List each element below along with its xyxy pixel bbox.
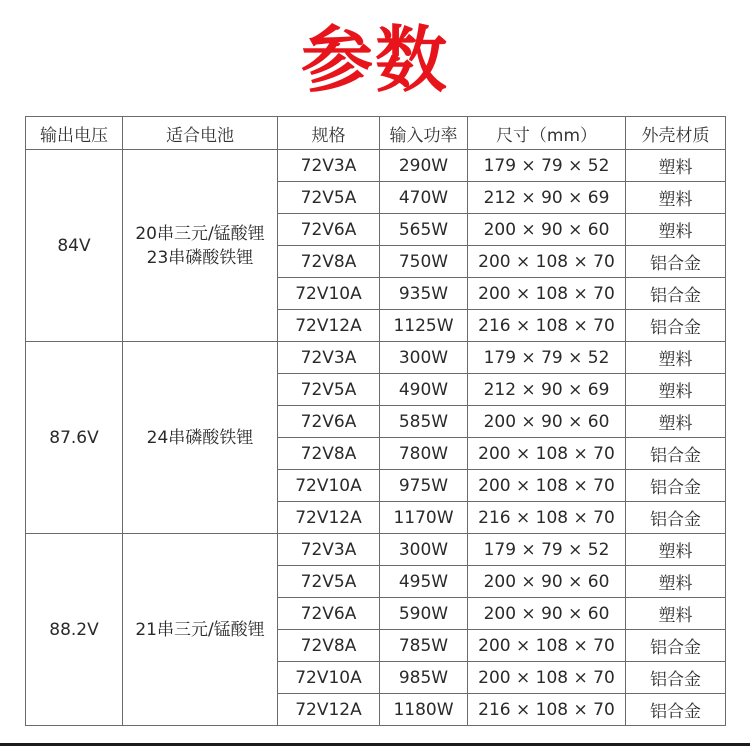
material-cell: 塑料 bbox=[626, 566, 726, 598]
header-model: 规格 bbox=[278, 117, 380, 150]
input-power-cell: 585W bbox=[380, 406, 468, 438]
header-row bbox=[26, 117, 726, 150]
model-cell: 72V12A bbox=[278, 310, 380, 342]
size-cell: 216 × 108 × 70 bbox=[468, 310, 626, 342]
input-power-cell: 1180W bbox=[380, 694, 468, 726]
input-power-cell: 495W bbox=[380, 566, 468, 598]
size-cell: 179 × 79 × 52 bbox=[468, 534, 626, 566]
table-body bbox=[26, 150, 726, 726]
output-voltage-cell: 84V bbox=[26, 150, 123, 342]
model-cell: 72V6A bbox=[278, 598, 380, 630]
input-power-cell: 300W bbox=[380, 534, 468, 566]
table-row bbox=[26, 150, 726, 182]
material-cell: 铝合金 bbox=[626, 470, 726, 502]
material-cell: 塑料 bbox=[626, 182, 726, 214]
battery-type-line: 24串磷酸铁锂 bbox=[146, 427, 254, 448]
battery-type-line: 21串三元/锰酸锂 bbox=[135, 619, 265, 640]
table-header bbox=[26, 117, 726, 150]
size-cell: 200 × 108 × 70 bbox=[468, 246, 626, 278]
material-cell: 铝合金 bbox=[626, 502, 726, 534]
size-cell: 200 × 90 × 60 bbox=[468, 598, 626, 630]
size-cell: 200 × 90 × 60 bbox=[468, 406, 626, 438]
output-voltage-cell: 87.6V bbox=[26, 342, 123, 534]
model-cell: 72V8A bbox=[278, 438, 380, 470]
input-power-cell: 290W bbox=[380, 150, 468, 182]
input-power-cell: 975W bbox=[380, 470, 468, 502]
model-cell: 72V12A bbox=[278, 694, 380, 726]
size-cell: 216 × 108 × 70 bbox=[468, 694, 626, 726]
input-power-cell: 490W bbox=[380, 374, 468, 406]
material-cell: 塑料 bbox=[626, 374, 726, 406]
battery-type-cell bbox=[123, 342, 278, 534]
material-cell: 铝合金 bbox=[626, 694, 726, 726]
model-cell: 72V8A bbox=[278, 246, 380, 278]
model-cell: 72V10A bbox=[278, 470, 380, 502]
battery-type-line: 20串三元/锰酸锂 bbox=[135, 223, 265, 244]
bottom-divider bbox=[0, 743, 750, 746]
header-material: 外壳材质 bbox=[626, 117, 726, 150]
size-cell: 216 × 108 × 70 bbox=[468, 502, 626, 534]
size-cell: 200 × 90 × 60 bbox=[468, 566, 626, 598]
size-cell: 179 × 79 × 52 bbox=[468, 342, 626, 374]
material-cell: 铝合金 bbox=[626, 310, 726, 342]
header-output-voltage: 输出电压 bbox=[26, 117, 123, 150]
input-power-cell: 780W bbox=[380, 438, 468, 470]
input-power-cell: 300W bbox=[380, 342, 468, 374]
material-cell: 铝合金 bbox=[626, 630, 726, 662]
input-power-cell: 1170W bbox=[380, 502, 468, 534]
model-cell: 72V6A bbox=[278, 214, 380, 246]
size-cell: 200 × 108 × 70 bbox=[468, 630, 626, 662]
table-row bbox=[26, 342, 726, 374]
material-cell: 塑料 bbox=[626, 406, 726, 438]
spec-table bbox=[25, 116, 726, 726]
size-cell: 200 × 108 × 70 bbox=[468, 662, 626, 694]
model-cell: 72V5A bbox=[278, 182, 380, 214]
model-cell: 72V6A bbox=[278, 406, 380, 438]
model-cell: 72V5A bbox=[278, 566, 380, 598]
model-cell: 72V3A bbox=[278, 342, 380, 374]
material-cell: 塑料 bbox=[626, 214, 726, 246]
input-power-cell: 785W bbox=[380, 630, 468, 662]
size-cell: 212 × 90 × 69 bbox=[468, 182, 626, 214]
input-power-cell: 470W bbox=[380, 182, 468, 214]
input-power-cell: 935W bbox=[380, 278, 468, 310]
material-cell: 塑料 bbox=[626, 534, 726, 566]
model-cell: 72V5A bbox=[278, 374, 380, 406]
model-cell: 72V10A bbox=[278, 278, 380, 310]
header-input-power: 输入功率 bbox=[380, 117, 468, 150]
header-battery-type: 适合电池 bbox=[123, 117, 278, 150]
material-cell: 塑料 bbox=[626, 598, 726, 630]
input-power-cell: 985W bbox=[380, 662, 468, 694]
size-cell: 200 × 108 × 70 bbox=[468, 278, 626, 310]
model-cell: 72V10A bbox=[278, 662, 380, 694]
size-cell: 200 × 90 × 60 bbox=[468, 214, 626, 246]
model-cell: 72V12A bbox=[278, 502, 380, 534]
model-cell: 72V3A bbox=[278, 150, 380, 182]
material-cell: 铝合金 bbox=[626, 662, 726, 694]
table-row bbox=[26, 534, 726, 566]
model-cell: 72V3A bbox=[278, 534, 380, 566]
size-cell: 200 × 108 × 70 bbox=[468, 438, 626, 470]
material-cell: 塑料 bbox=[626, 150, 726, 182]
battery-type-line: 23串磷酸铁锂 bbox=[146, 247, 254, 268]
page-title: 参数 bbox=[300, 18, 449, 102]
size-cell: 200 × 108 × 70 bbox=[468, 470, 626, 502]
material-cell: 铝合金 bbox=[626, 438, 726, 470]
size-cell: 179 × 79 × 52 bbox=[468, 150, 626, 182]
size-cell: 212 × 90 × 69 bbox=[468, 374, 626, 406]
input-power-cell: 565W bbox=[380, 214, 468, 246]
output-voltage-cell: 88.2V bbox=[26, 534, 123, 726]
material-cell: 铝合金 bbox=[626, 278, 726, 310]
header-size: 尺寸（mm） bbox=[468, 117, 626, 150]
battery-type-cell bbox=[123, 150, 278, 342]
input-power-cell: 750W bbox=[380, 246, 468, 278]
input-power-cell: 1125W bbox=[380, 310, 468, 342]
input-power-cell: 590W bbox=[380, 598, 468, 630]
material-cell: 铝合金 bbox=[626, 246, 726, 278]
model-cell: 72V8A bbox=[278, 630, 380, 662]
material-cell: 塑料 bbox=[626, 342, 726, 374]
battery-type-cell bbox=[123, 534, 278, 726]
